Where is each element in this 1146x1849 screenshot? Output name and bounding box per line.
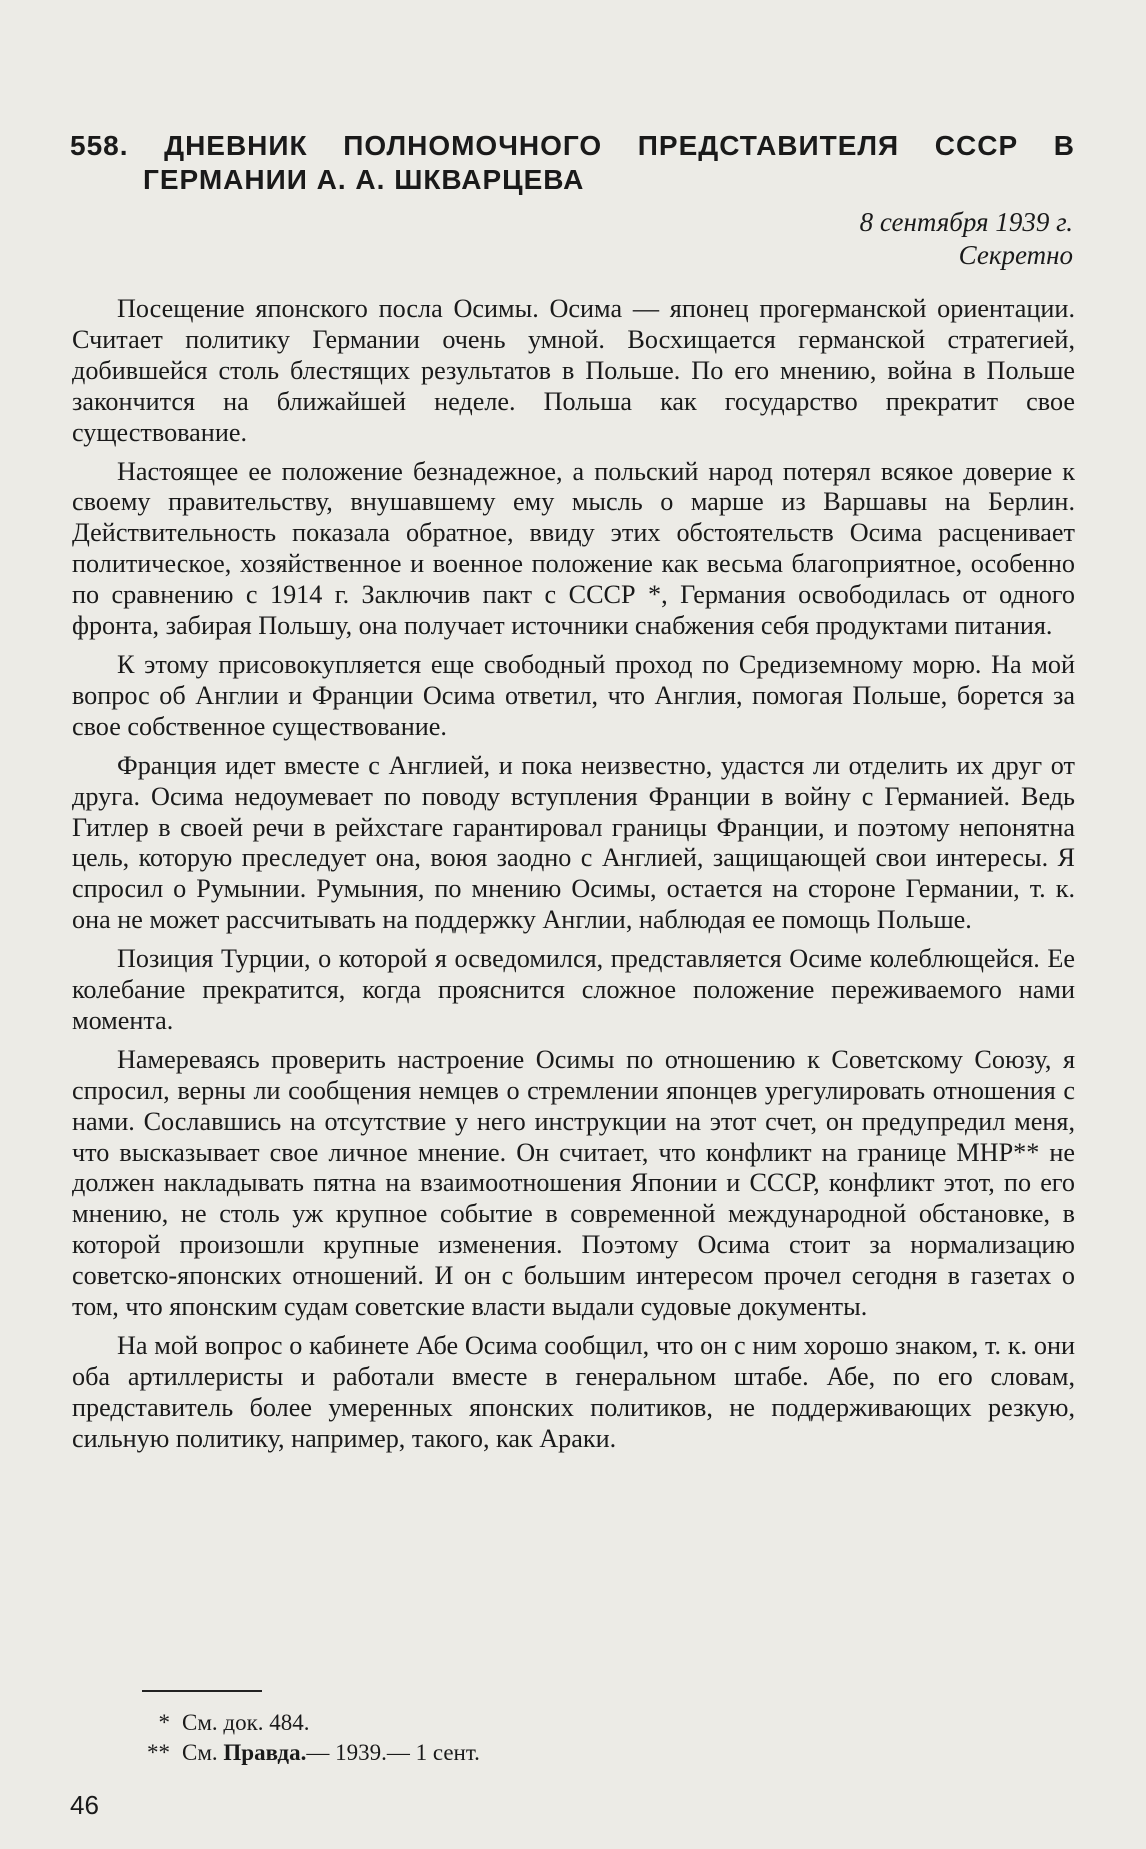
document-date: 8 сентября 1939 г. xyxy=(859,207,1073,237)
heading-line-1: 558. ДНЕВНИК ПОЛНОМОЧНОГО ПРЕДСТАВИТЕЛЯ СССР В xyxy=(70,129,1075,161)
paragraph-7: На мой вопрос о кабинете Абе Осима сообщил, что он с ним хорошо знаком, т. к. они оба артиллеристы и работали вместе в генеральном штабе. Абе, по его словам, представитель более умеренных японских политиков, не поддерживающих резкую, сильную политику, например, такого, как Араки. xyxy=(72,1331,1075,1453)
footnote-2-text: — 1939.— 1 сент. xyxy=(306,1740,480,1765)
page-number: 46 xyxy=(70,1790,99,1820)
footnote-divider xyxy=(142,1690,262,1692)
paragraph-3: К этому присовокупляется еще свободный проход по Средиземному морю. На мой вопрос об Англии и Франции Осима ответил, что Англия, помогая Польше, борется за свое собственное существование. xyxy=(72,649,1075,741)
paragraph-6: Намереваясь проверить настроение Осимы по отношению к Советскому Союзу, я спросил, верны ли сообщения немцев о стремлении японцев урегулировать отношения с нами. Сославшись на отсутствие у него инструкции на этот счет, он предупредил меня, что высказывает свое личное мнение. Он считает, что конфликт на границе МНР** не должен накладывать пятна на взаимоотношения Японии и СССР, конфликт этот, по его мнению, не столь уж крупное событие в современной международной обстановке, в которой произошли крупные изменения. Поэтому Осима стоит за нормализацию советско-японских отношений. И он с большим интересом прочел сегодня в газетах о том, что японским судам советские власти выдали судовые документы. xyxy=(72,1044,1075,1322)
footnote-2-mark: ** xyxy=(147,1740,170,1765)
footnote-2 xyxy=(130,1738,480,1768)
dateline xyxy=(860,206,1073,272)
paragraph-4: Франция идет вместе с Англией, и пока неизвестно, удастся ли отделить их друг от друга. Осима недоумевает по поводу вступления Франции в войну с Германией. Ведь Гитлер в своей речи в рейхстаге гарантировал границы Франции, и поэтому непонятна цель, которую преследует она, воюя заодно с Англией, защищающей свои интересы. Я спросил о Румынии. Румыния, по мнению Осимы, остается на стороне Германии, т. к. она не может рассчитывать на поддержку Англии, наблюдая ее помощь Польше. xyxy=(72,750,1075,935)
paragraph-1: Посещение японского посла Осимы. Осима — японец прогерманской ориентации. Считает политику Германии очень умной. Восхищается германской стратегией, добившейся столь блестящих результатов в Польше. По его мнению, война в Польше закончится на ближайшей неделе. Польша как государство прекратит свое существование. xyxy=(72,294,1075,447)
paragraph-2: Настоящее ее положение безнадежное, а польский народ потерял всякое доверие к своему правительству, внушавшему ему мысль о марше из Варшавы на Берлин. Действительность показала обратное, ввиду этих обстоятельств Осима расценивает политическое, хозяйственное и военное положение как весьма благоприятное, особенно по сравнению с 1914 г. Заключив пакт с СССР *, Германия освободилась от одного фронта, забирая Польшу, она получает источники снабжения себя продуктами питания. xyxy=(72,456,1075,641)
footnote-1-text: См. док. 484. xyxy=(182,1710,310,1735)
footnote-1-mark: * xyxy=(158,1710,170,1735)
footnote-2-source: Правда. xyxy=(223,1740,307,1765)
document-body xyxy=(72,294,1075,1463)
footnote-2-prefix: См. xyxy=(182,1740,218,1765)
footnote-1 xyxy=(130,1708,480,1738)
classification-mark: Секретно xyxy=(958,240,1073,270)
paragraph-5: Позиция Турции, о которой я осведомился, представляется Осиме колеблющейся. Ее колебание прекратится, когда прояснится сложное положение переживаемого нами момента. xyxy=(72,944,1075,1035)
document-heading xyxy=(70,129,1075,197)
heading-line-2: ГЕРМАНИИ А. А. ШКВАРЦЕВА xyxy=(143,163,585,195)
footnotes xyxy=(130,1708,480,1768)
